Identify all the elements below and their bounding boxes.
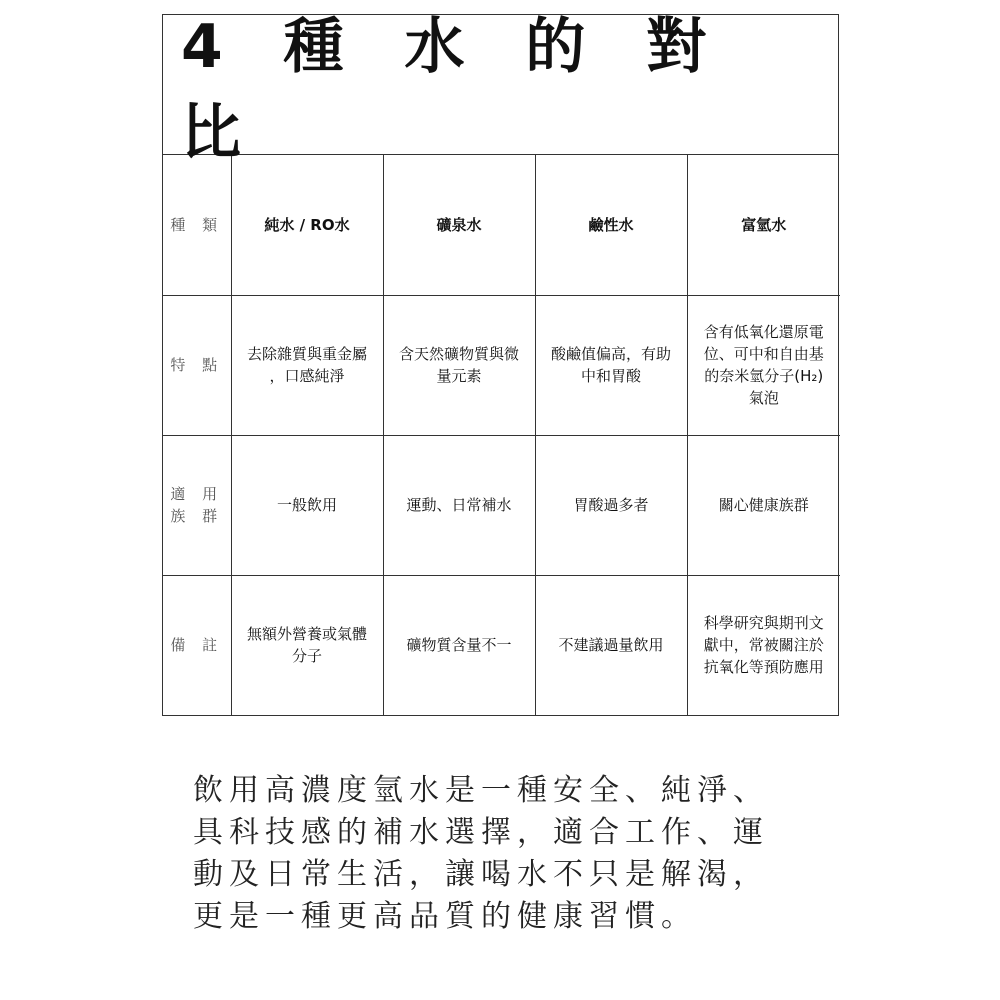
cell-line: 量元素 [436, 367, 482, 385]
summary-paragraph [193, 770, 833, 938]
table-cell [687, 295, 840, 435]
row-label-line: 特 點 [170, 356, 224, 374]
table-cell [535, 295, 687, 435]
paragraph-line: 具科技感的補水選擇，適合工作、運 [193, 815, 769, 850]
cell-line: 無額外營養或氣體 [246, 625, 367, 644]
row-label-line: 適 用 [170, 485, 224, 503]
table-cell [383, 575, 535, 715]
table-cell [231, 295, 383, 435]
cell-line: 位、可中和自由基 [703, 345, 824, 363]
row-label-notes [163, 575, 231, 715]
paragraph-line: 更是一種更高品質的健康習慣。 [193, 899, 697, 934]
table-cell [383, 295, 535, 435]
row-label-features [163, 295, 231, 435]
column-header-mineral-water: 礦泉水 [383, 155, 535, 295]
row-label-line: 備 註 [170, 636, 224, 655]
table-cell [535, 575, 687, 715]
cell-line: 胃酸過多者 [573, 496, 649, 514]
cell-line: 分子 [291, 647, 322, 666]
table-cell [687, 575, 840, 715]
paragraph-line: 飲用高濃度氫水是一種安全、純淨、 [193, 773, 769, 808]
cell-line: 獻中，常被關注於 [703, 636, 824, 655]
table-header-row [163, 155, 840, 295]
cell-line: 的奈米氫分子(H₂) [704, 367, 824, 385]
cell-line: 運動、日常補水 [406, 496, 512, 514]
table-cell [687, 435, 840, 575]
table-row-features [163, 295, 840, 435]
row-label-target-group [163, 435, 231, 575]
cell-line: 中和胃酸 [580, 367, 641, 385]
title-cell [163, 11, 838, 168]
column-header-pure-water: 純水 / RO水 [231, 155, 383, 295]
cell-line: 酸鹼值偏高，有助 [550, 345, 671, 363]
cell-line: 含天然礦物質與微 [398, 345, 519, 363]
cell-line: 科學研究與期刊文 [703, 614, 824, 633]
paragraph-line: 動及日常生活，讓喝水不只是解渴， [193, 857, 769, 892]
cell-line: 含有低氧化還原電 [703, 323, 824, 341]
column-header-hydrogen-water: 富氫水 [687, 155, 840, 295]
page-title: 4 種 水 的 對 比 [181, 11, 727, 168]
cell-line: 抗氧化等預防應用 [703, 658, 824, 677]
cell-line: 關心健康族群 [718, 496, 809, 514]
comparison-table [163, 155, 840, 715]
cell-line: 礦物質含量不一 [406, 636, 512, 655]
cell-line: 一般飲用 [276, 496, 337, 514]
row-label-line: 族 群 [170, 507, 224, 525]
column-header-alkaline-water: 鹼性水 [535, 155, 687, 295]
row-label-type: 種 類 [163, 155, 231, 295]
table-cell [231, 575, 383, 715]
table-row-notes [163, 575, 840, 715]
comparison-sheet [162, 11, 839, 716]
table-cell [383, 435, 535, 575]
cell-line: ，口感純淨 [269, 367, 345, 385]
cell-line: 氣泡 [748, 389, 779, 407]
cell-line: 不建議過量飲用 [558, 636, 664, 655]
table-row-target-group [163, 435, 840, 575]
table-cell [231, 435, 383, 575]
table-cell [535, 435, 687, 575]
cell-line: 去除雜質與重金屬 [246, 345, 367, 363]
